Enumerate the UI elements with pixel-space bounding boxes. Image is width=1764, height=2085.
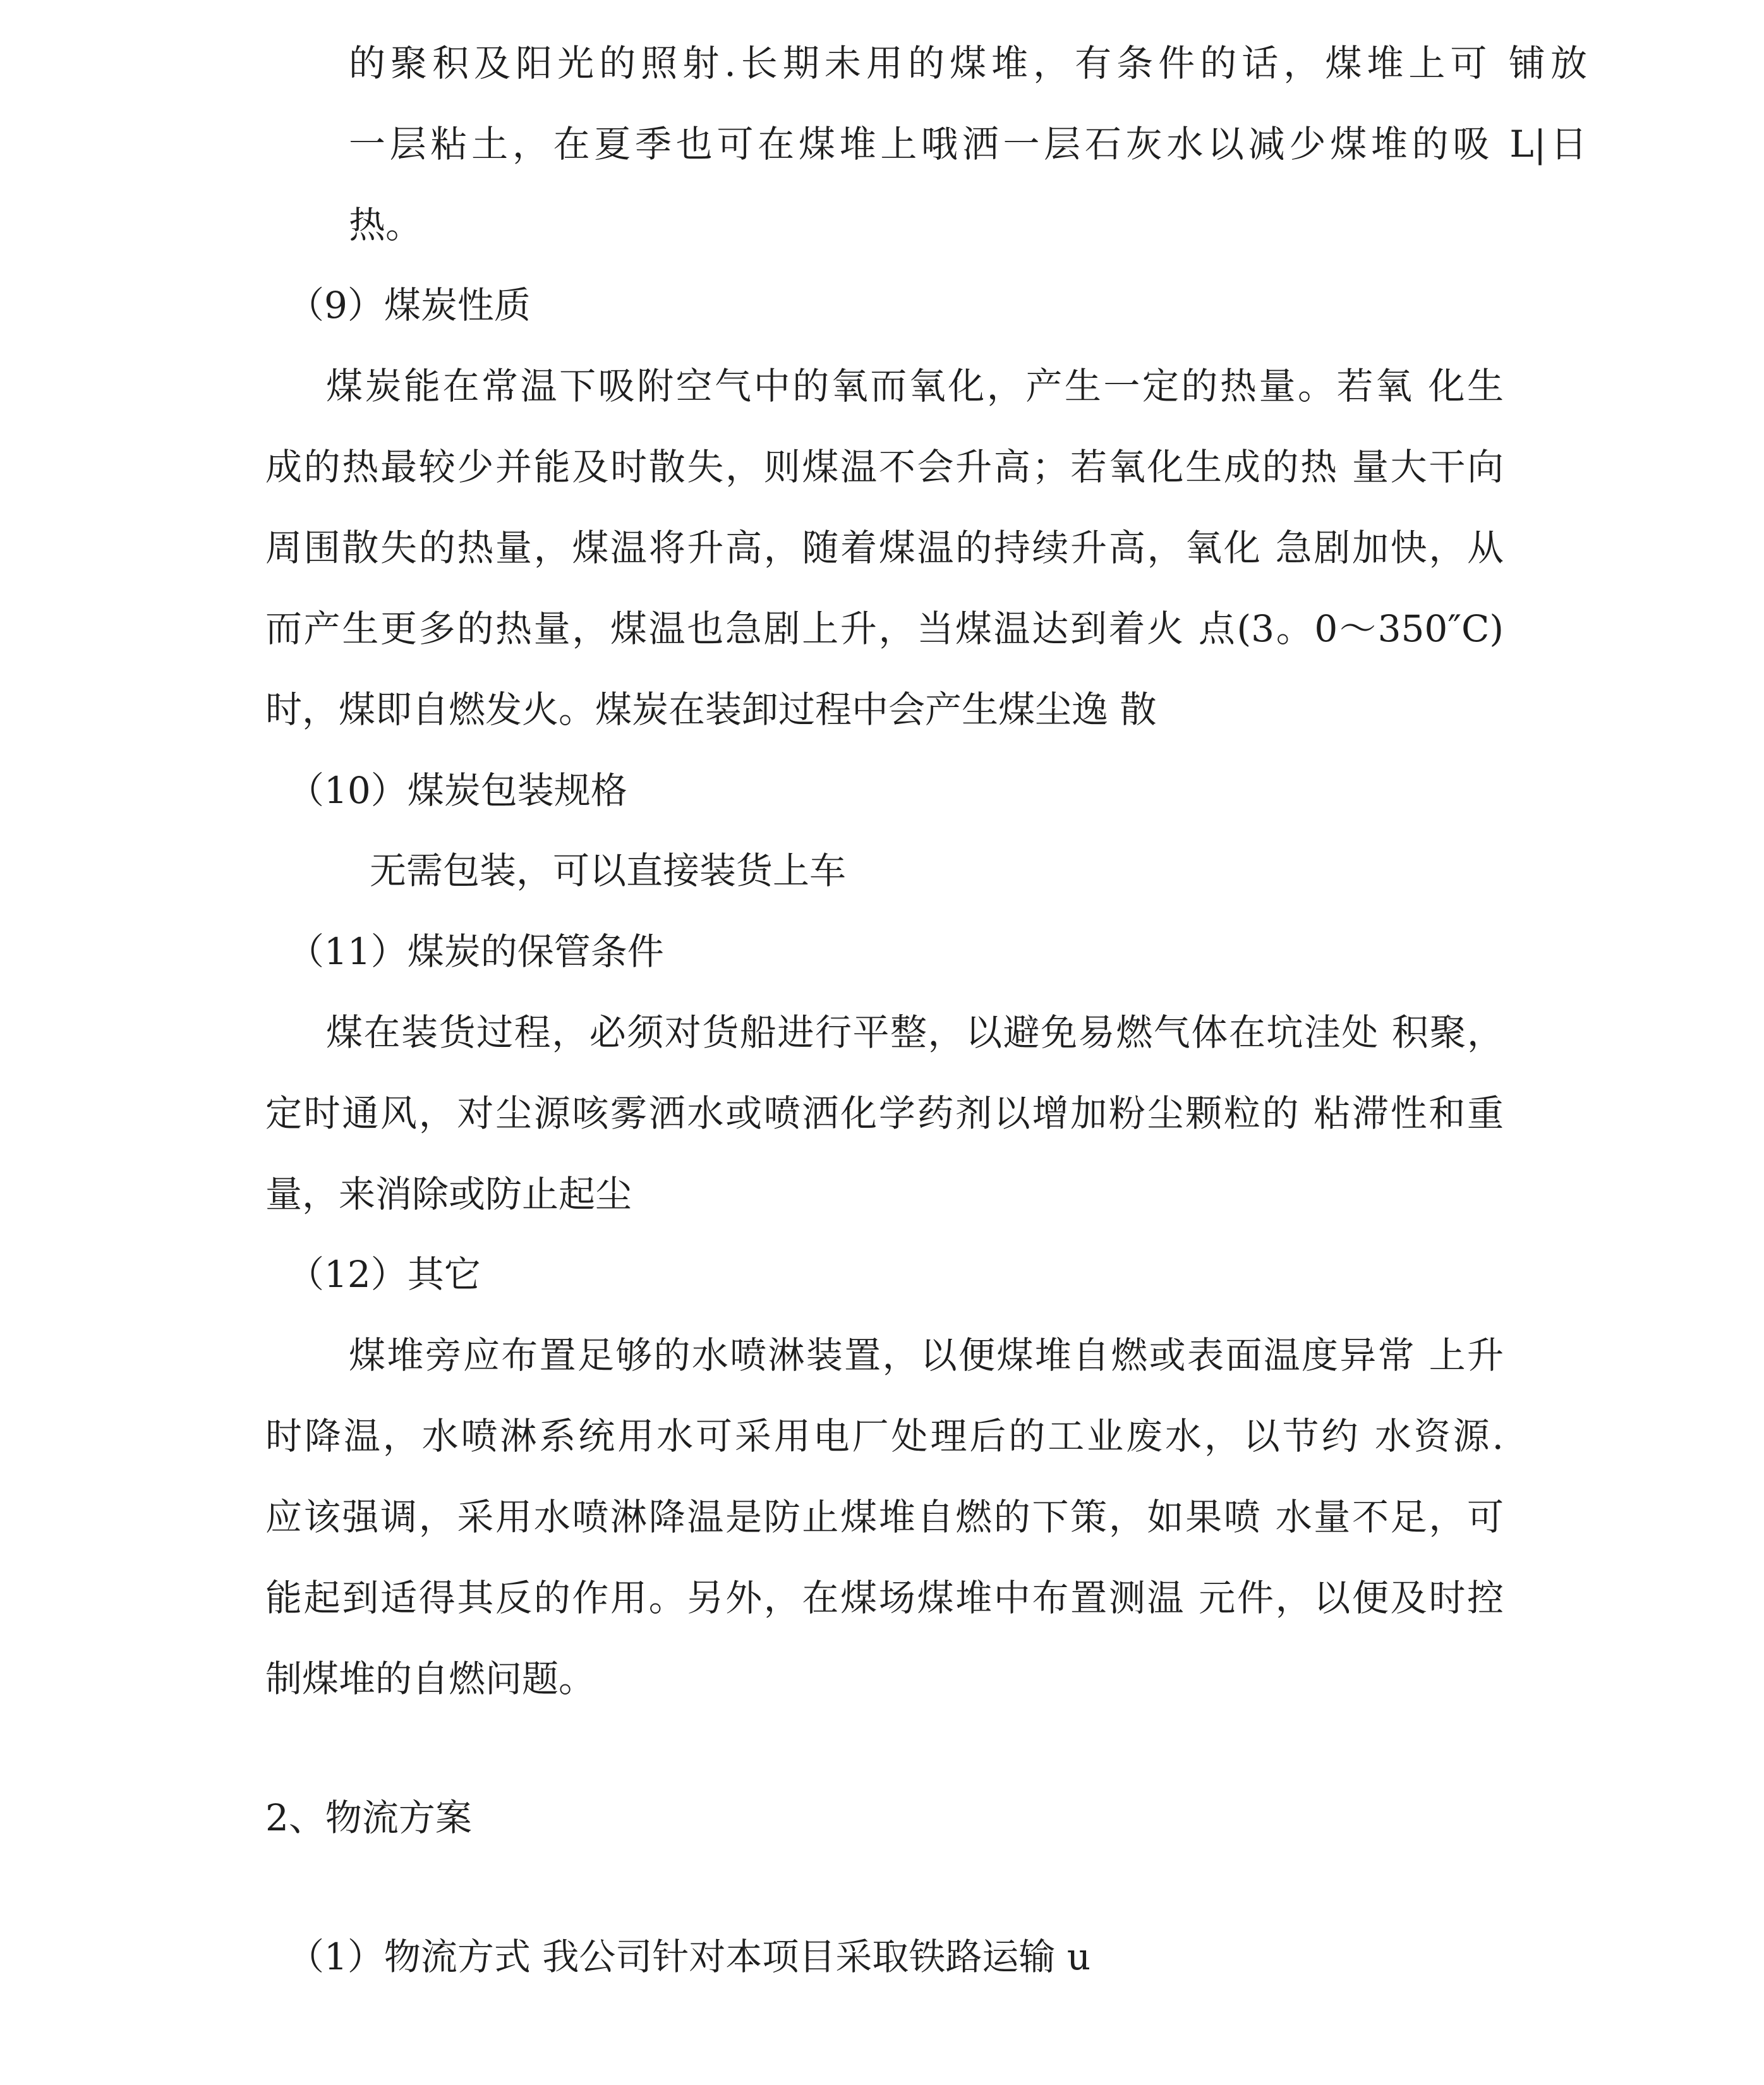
paragraph-line: 周围散失的热量，煤温将升高，随着煤温的持续升高，氧化 急剧加快，从 (265, 526, 1504, 569)
paragraph-line: 时，煤即自燃发火。煤炭在装卸过程中会产生煤尘逸 散 (265, 688, 1157, 731)
section-heading-12: （12）其它 (287, 1253, 481, 1296)
paragraph-line: 制煤堆的自燃问题。 (265, 1657, 596, 1700)
section-heading-10: （10）煤炭包装规格 (287, 769, 627, 812)
paragraph-line: 成的热最较少并能及时散失，则煤温不会升高；若氧化生成的热 量大干向 (265, 445, 1504, 488)
paragraph-line: 煤炭能在常温下吸附空气中的氧而氧化，产生一定的热量。若氧 化生 (326, 365, 1504, 408)
paragraph-line: 煤在装货过程，必须对货船进行平整，以避免易燃气体在坑洼处 积聚， (326, 1011, 1504, 1054)
paragraph-line: 能起到适得其反的作用。另外，在煤场煤堆中布置测温 元件，以便及时控 (265, 1576, 1504, 1619)
paragraph-line: 定时通风，对尘源咳雾洒水或喷洒化学药剂以增加粉尘颗粒的 粘滞性和重 (265, 1092, 1504, 1135)
paragraph-line: 时降温，水喷淋系统用水可采用电厂处理后的工业废水，以节约 水资源. (265, 1415, 1504, 1458)
paragraph-line: 的聚积及阳光的照射.长期未用的煤堆，有条件的话，煤堆上可 铺放 (349, 42, 1587, 85)
paragraph-line: 量，来消除或防止起尘 (265, 1173, 632, 1216)
section-heading-11: （11）煤炭的保管条件 (287, 930, 664, 973)
paragraph-line: 而产生更多的热量，煤温也急剧上升，当煤温达到着火 点(3。0〜350″C) (265, 607, 1504, 650)
paragraph-line: 热。 (349, 203, 423, 246)
section-heading-2: 2、物流方案 (265, 1796, 472, 1839)
paragraph-line: 煤堆旁应布置足够的水喷淋装置，以便煤堆自燃或表面温度异常 上升 (349, 1334, 1504, 1377)
paragraph-line: 一层粘土，在夏季也可在煤堆上哦洒一层石灰水以减少煤堆的吸 L|日 (349, 123, 1587, 166)
section-heading-9: （9）煤炭性质 (287, 284, 531, 327)
subsection-heading-1: （1）物流方式 我公司针对本项目采取铁路运输 u (287, 1935, 1091, 1978)
paragraph-line: 无需包装，可以直接装货上车 (370, 849, 847, 892)
paragraph-line: 应该强调，采用水喷淋降温是防止煤堆自燃的下策，如果喷 水量不足，可 (265, 1496, 1504, 1538)
